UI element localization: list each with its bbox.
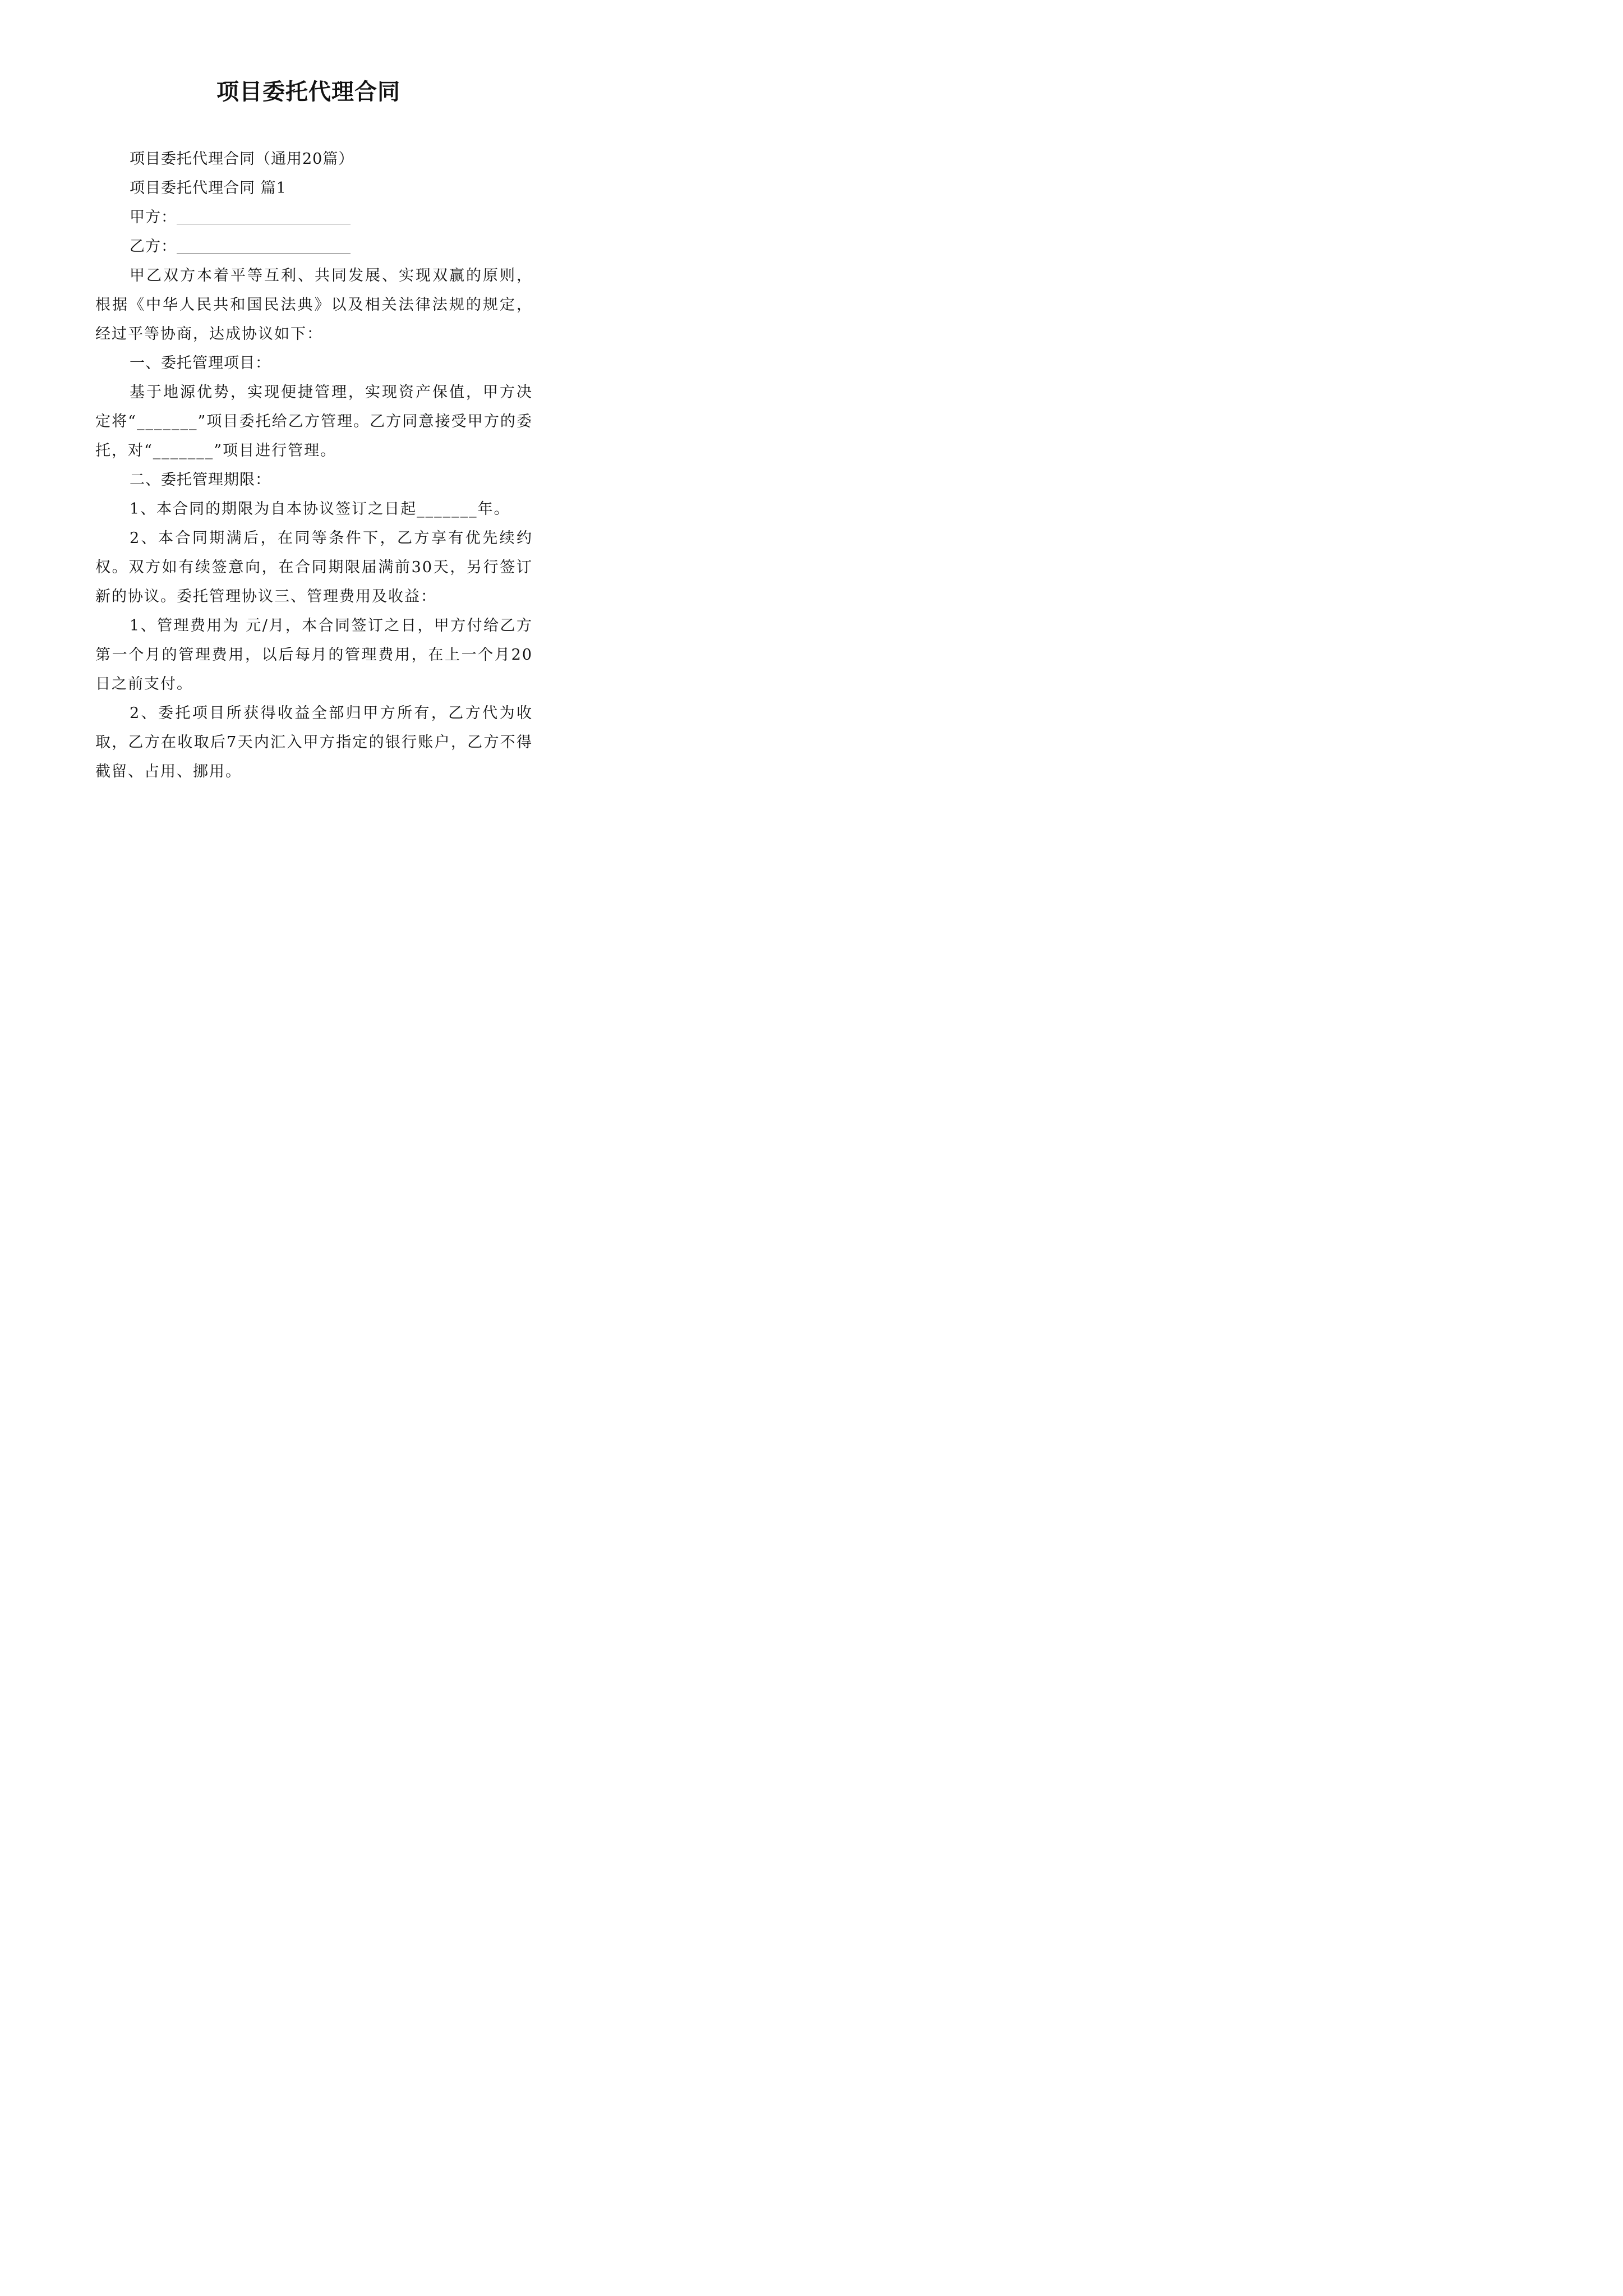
party-b-label: 乙方：: [130, 238, 177, 255]
document-page: [0, 0, 617, 873]
clause-3-item-2: 2、委托项目所获得收益全部归甲方所有，乙方代为收取，乙方在收取后7天内汇入甲方指定的银行账户，乙方不得截留、占用、挪用。: [95, 705, 533, 780]
document-subtitle: 项目委托代理合同（通用20篇）: [130, 150, 354, 168]
party-a-blank: [177, 206, 351, 224]
intro-paragraph: 甲乙双方本着平等互利、共同发展、实现双赢的原则，根据《中华人民共和国民法典》以及相关法律法规的规定，经过平等协商，达成协议如下：: [95, 267, 533, 343]
clause-2-item-2: 2、本合同期满后，在同等条件下，乙方享有优先续约权。双方如有续签意向，在合同期限届满前30天，另行签订新的协议。委托管理协议三、管理费用及收益：: [95, 530, 533, 605]
party-a-row: [95, 203, 533, 232]
document-title: 项目委托代理合同: [216, 79, 400, 105]
clause-2-item-1: 1、本合同的期限为自本协议签订之日起_______年。: [130, 500, 510, 518]
party-b-row: [95, 232, 533, 261]
party-a-label: 甲方：: [130, 209, 177, 226]
party-b-blank: [177, 235, 351, 254]
section-heading: 项目委托代理合同 篇1: [130, 180, 287, 197]
clause-heading-2: 二、委托管理期限：: [130, 471, 271, 489]
clause-1-paragraph: 基于地源优势，实现便捷管理，实现资产保值，甲方决定将“_______”项目委托给乙方管理。乙方同意接受甲方的委托，对“_______”项目进行管理。: [95, 384, 533, 459]
document-body: [95, 145, 533, 786]
clause-heading-1: 一、委托管理项目：: [130, 355, 271, 372]
clause-3-item-1: 1、管理费用为 元/月，本合同签订之日，甲方付给乙方第一个月的管理费用，以后每月的管理费用，在上一个月20日之前支付。: [95, 617, 533, 693]
